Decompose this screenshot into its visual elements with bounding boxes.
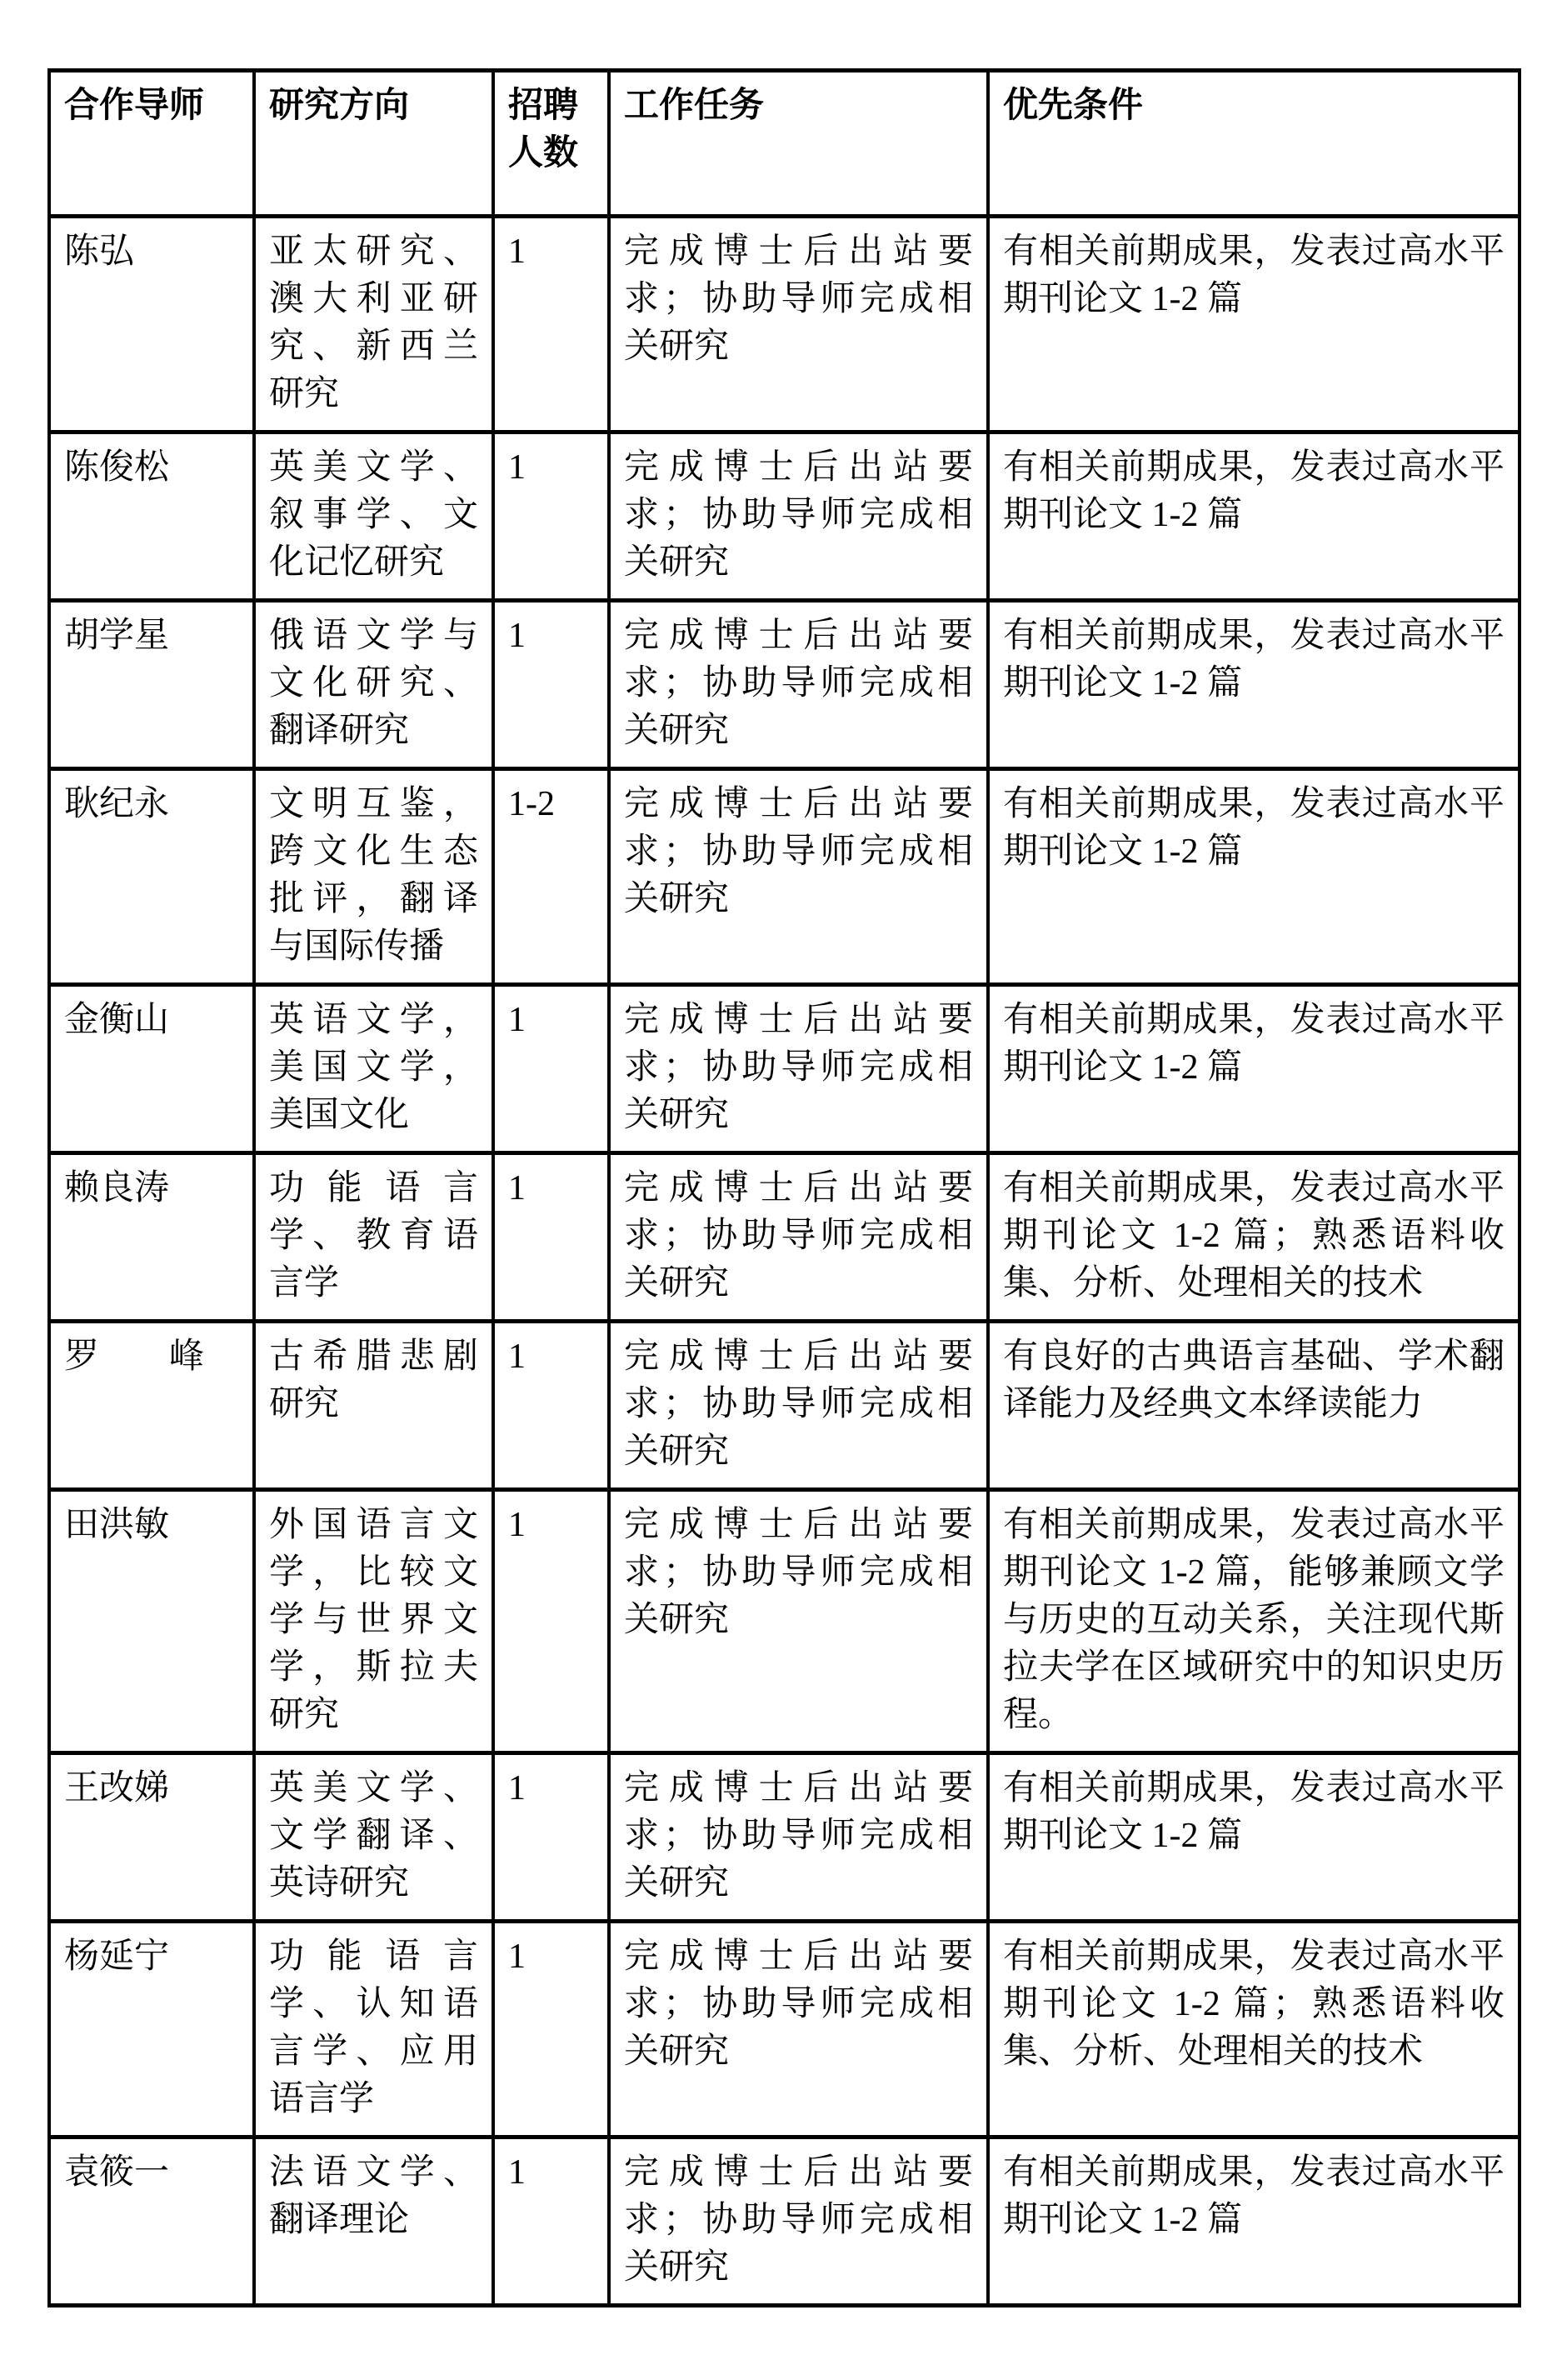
- count-cell: 1: [493, 601, 609, 769]
- priority-cell: 有相关前期成果，发表过高水平期刊论文 1-2 篇；熟悉语料收集、分析、处理相关的技术: [988, 1922, 1520, 2138]
- count-cell: 1: [493, 1153, 609, 1322]
- count-cell: 1: [493, 1753, 609, 1922]
- task-cell: 完成博士后出站要求；协助导师完成相关研究: [609, 769, 988, 985]
- table-row: [49, 1922, 1520, 2138]
- direction-cell: 功能语言学、教育语言学: [254, 1153, 493, 1322]
- task-cell: 完成博士后出站要求；协助导师完成相关研究: [609, 1753, 988, 1922]
- header-row: [49, 71, 1520, 217]
- table-header: [49, 71, 1520, 217]
- mentor-cell: 王改娣: [49, 1753, 254, 1922]
- header-mentor: 合作导师: [49, 71, 254, 217]
- task-cell: 完成博士后出站要求；协助导师完成相关研究: [609, 1153, 988, 1322]
- count-cell: 1: [493, 985, 609, 1153]
- task-cell: 完成博士后出站要求；协助导师完成相关研究: [609, 1490, 988, 1753]
- task-cell: 完成博士后出站要求；协助导师完成相关研究: [609, 2138, 988, 2306]
- priority-cell: 有相关前期成果，发表过高水平期刊论文 1-2 篇: [988, 217, 1520, 432]
- table-body: [49, 217, 1520, 2306]
- table-row: [49, 1490, 1520, 1753]
- task-cell: 完成博士后出站要求；协助导师完成相关研究: [609, 1322, 988, 1490]
- count-cell: 1: [493, 1490, 609, 1753]
- mentor-cell: 袁筱一: [49, 2138, 254, 2306]
- count-cell: 1: [493, 1322, 609, 1490]
- table-row: [49, 1753, 1520, 1922]
- task-cell: 完成博士后出站要求；协助导师完成相关研究: [609, 1922, 988, 2138]
- header-direction: 研究方向: [254, 71, 493, 217]
- task-cell: 完成博士后出站要求；协助导师完成相关研究: [609, 985, 988, 1153]
- priority-cell: 有相关前期成果，发表过高水平期刊论文 1-2 篇: [988, 2138, 1520, 2306]
- mentor-cell: 赖良涛: [49, 1153, 254, 1322]
- count-cell: 1: [493, 217, 609, 432]
- direction-cell: 英美文学、叙事学、文化记忆研究: [254, 432, 493, 601]
- priority-cell: 有良好的古典语言基础、学术翻译能力及经典文本绎读能力: [988, 1322, 1520, 1490]
- direction-cell: 俄语文学与文化研究、翻译研究: [254, 601, 493, 769]
- mentor-cell: 田洪敏: [49, 1490, 254, 1753]
- priority-cell: 有相关前期成果，发表过高水平期刊论文 1-2 篇，能够兼顾文学与历史的互动关系，关注现代斯拉夫学在区域研究中的知识史历程。: [988, 1490, 1520, 1753]
- table-row: [49, 1153, 1520, 1322]
- priority-cell: 有相关前期成果，发表过高水平期刊论文 1-2 篇: [988, 432, 1520, 601]
- count-cell: 1: [493, 1922, 609, 2138]
- task-cell: 完成博士后出站要求；协助导师完成相关研究: [609, 601, 988, 769]
- direction-cell: 古希腊悲剧研究: [254, 1322, 493, 1490]
- count-cell: 1-2: [493, 769, 609, 985]
- direction-cell: 文明互鉴，跨文化生态批评，翻译与国际传播: [254, 769, 493, 985]
- mentor-cell: 杨延宁: [49, 1922, 254, 2138]
- header-priority: 优先条件: [988, 71, 1520, 217]
- mentor-cell: 罗 峰: [49, 1322, 254, 1490]
- table-row: [49, 1322, 1520, 1490]
- table-row: [49, 985, 1520, 1153]
- task-cell: 完成博士后出站要求；协助导师完成相关研究: [609, 432, 988, 601]
- header-count: 招聘人数: [493, 71, 609, 217]
- mentor-cell: 陈俊松: [49, 432, 254, 601]
- table-row: [49, 2138, 1520, 2306]
- direction-cell: 亚太研究、澳大利亚研究、新西兰研究: [254, 217, 493, 432]
- count-cell: 1: [493, 432, 609, 601]
- mentor-cell: 胡学星: [49, 601, 254, 769]
- header-task: 工作任务: [609, 71, 988, 217]
- priority-cell: 有相关前期成果，发表过高水平期刊论文 1-2 篇: [988, 1753, 1520, 1922]
- priority-cell: 有相关前期成果，发表过高水平期刊论文 1-2 篇: [988, 985, 1520, 1153]
- task-cell: 完成博士后出站要求；协助导师完成相关研究: [609, 217, 988, 432]
- direction-cell: 功能语言学、认知语言学、应用语言学: [254, 1922, 493, 2138]
- recruitment-table: [47, 68, 1521, 2308]
- direction-cell: 英语文学，美国文学，美国文化: [254, 985, 493, 1153]
- mentor-cell: 耿纪永: [49, 769, 254, 985]
- priority-cell: 有相关前期成果，发表过高水平期刊论文 1-2 篇: [988, 769, 1520, 985]
- direction-cell: 英美文学、文学翻译、英诗研究: [254, 1753, 493, 1922]
- direction-cell: 法语文学、翻译理论: [254, 2138, 493, 2306]
- mentor-cell: 金衡山: [49, 985, 254, 1153]
- table-row: [49, 601, 1520, 769]
- direction-cell: 外国语言文学，比较文学与世界文学，斯拉夫研究: [254, 1490, 493, 1753]
- count-cell: 1: [493, 2138, 609, 2306]
- table-row: [49, 769, 1520, 985]
- table-row: [49, 217, 1520, 432]
- priority-cell: 有相关前期成果，发表过高水平期刊论文 1-2 篇；熟悉语料收集、分析、处理相关的技术: [988, 1153, 1520, 1322]
- priority-cell: 有相关前期成果，发表过高水平期刊论文 1-2 篇: [988, 601, 1520, 769]
- table-row: [49, 432, 1520, 601]
- mentor-cell: 陈弘: [49, 217, 254, 432]
